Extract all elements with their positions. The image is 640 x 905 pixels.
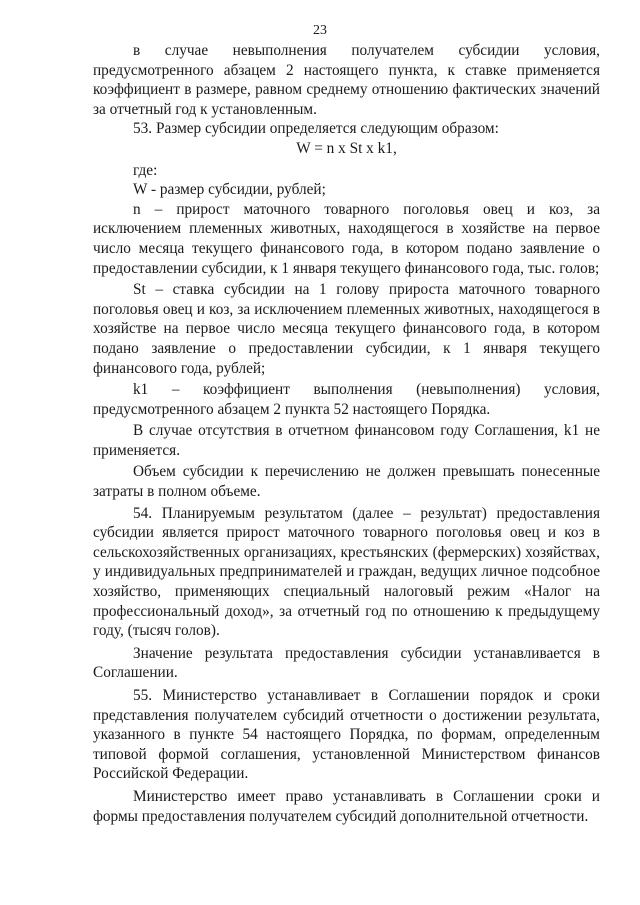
- page-number: 23: [313, 23, 327, 38]
- paragraph-coefficient-condition: в случае невыполнения получателем субсидии условия, предусмотренного абзацем 2 настоящего пункта, к ставке применяется коэффициент в размере, равном среднему отношению фактических значений за отчетный год к установленным.: [93, 42, 600, 118]
- definition-st: St – ставка субсидии на 1 голову прироста маточного товарного поголовья овец и коз, за исключением племенных животных, находящегося в хозяйстве на первое число месяца текущего финансового года, в котором подано заявление о предоставлении субсидии, к 1 января текущего финансового года, рублей;: [93, 281, 600, 377]
- document-body: [93, 41, 600, 826]
- paragraph-55-reporting: 55. Министерство устанавливает в Соглашении порядок и сроки представления получателем субсидий отчетности о достижении результата, указанного в пункте 54 настоящего Порядка, по формам, определенным типовой формой соглашения, установленной Министерством финансов Российской Федерации.: [93, 687, 600, 783]
- definition-n: n – прирост маточного товарного поголовья овец и коз, за исключением племенных животных, находящегося в хозяйстве на первое число месяца текущего финансового года, в котором подано заявление о предоставлении субсидии, к 1 января текущего финансового года, тыс. голов;: [93, 200, 600, 277]
- paragraph-54-result: 54. Планируемым результатом (далее – результат) предоставления субсидии является прирост маточного товарного поголовья овец и коз в сельскохозяйственных организациях, крестьянских (фермерских) хозяйствах, у индивидуальных предпринимателей и граждан, ведущих личное подсобное хозяйство, применяющих специальный налоговый режим «Налог на профессиональный доход», за отчетный год по отношению к предыдущему году, (тысяч голов).: [93, 504, 600, 640]
- paragraph-result-value: Значение результата предоставления субсидии устанавливается в Соглашении.: [93, 644, 600, 682]
- definition-k1: k1 – коэффициент выполнения (невыполнения) условия, предусмотренного абзацем 2 пункта 52 настоящего Порядка.: [93, 381, 600, 418]
- subsidy-formula: W = n x St x k1,: [296, 139, 397, 157]
- paragraph-where: где:: [133, 161, 158, 179]
- paragraph-additional-reporting: Министерство имеет право устанавливать в Соглашении сроки и формы предоставления получателем субсидий дополнительной отчетности.: [93, 787, 600, 825]
- paragraph-no-agreement: В случае отсутствия в отчетном финансовом году Соглашения, k1 не применяется.: [93, 422, 600, 459]
- definition-w: W - размер субсидии, рублей;: [133, 181, 326, 199]
- paragraph-53-heading: 53. Размер субсидии определяется следующим образом:: [133, 120, 499, 138]
- paragraph-subsidy-volume: Объем субсидии к перечислению не должен превышать понесенные затраты в полном объеме.: [93, 463, 600, 501]
